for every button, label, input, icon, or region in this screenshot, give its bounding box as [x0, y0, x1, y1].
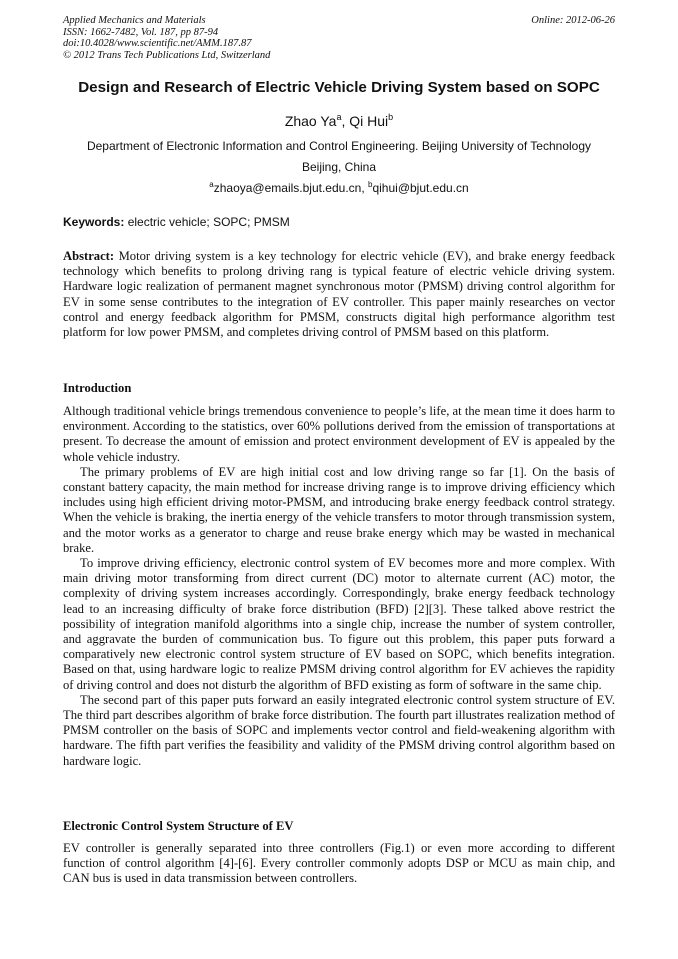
doi-line: doi:10.4028/www.scientific.net/AMM.187.87 [63, 38, 252, 50]
online-date: Online: 2012-06-26 [531, 15, 615, 26]
email-separator: , [361, 181, 369, 195]
paragraph: Although traditional vehicle brings tremendous convenience to people’s life, at the mean time it does harm to environment. According to the statistics, over 60% pollutions derived from the emission of transportations at present. To decrease the amount of emission and protect environment development of EV is appealed by the whole vehicle industry. [63, 404, 615, 464]
email-mark: a [209, 180, 214, 189]
keywords [63, 215, 615, 229]
email-line [0, 181, 678, 195]
author-name: Qi Hui [349, 113, 389, 129]
author-line [0, 113, 678, 129]
keywords-label: Keywords: [63, 215, 125, 229]
keywords-text: electric vehicle; SOPC; PMSM [127, 215, 290, 229]
paper-title: Design and Research of Electric Vehicle Driving System based on SOPC [78, 79, 600, 96]
introduction-body [63, 404, 615, 769]
abstract [63, 249, 615, 340]
paragraph: EV controller is generally separated into three controllers (Fig.1) or even more according to different function of control algorithm [4]-[6]. Every controller commonly adopts DSP or MCU as main chip, and CAN bus is used in data transmission between controllers. [63, 841, 615, 886]
email-address: qihui@bjut.edu.cn [372, 181, 469, 195]
abstract-text: Motor driving system is a key technology for electric vehicle (EV), and brake energy feedback technology which benefits to prolong driving rang is typical feature of electric vehicle driving system. Hardware logic realization of permanent magnet synchronous motor (PMSM) driving control algorithm for EV in some sense contributes to the integration of EV controller. This paper mainly researches on vector control and energy feedback algorithm for PMSM, constructs digital high performance algorithm test platform for low power PMSM, and completes driving control of PMSM based on this platform. [63, 249, 615, 340]
introduction-heading: Introduction [63, 381, 132, 395]
abstract-label: Abstract: [63, 249, 115, 263]
issn-line: ISSN: 1662-7482, Vol. 187, pp 87-94 [63, 26, 219, 38]
affiliation-line-2: Beijing, China [301, 160, 377, 174]
author-mark: a [336, 112, 342, 122]
email-address: zhaoya@emails.bjut.edu.cn [213, 181, 362, 195]
journal-header [63, 15, 615, 61]
section-body [63, 841, 615, 887]
paragraph: To improve driving efficiency, electronic control system of EV becomes more and more complex. With main driving motor transforming from direct current (DC) motor to alternate current (AC) motor, the complexity of driving system increases accordingly. Correspondingly, brake energy feedback technology lead to an increasing difficulty of brake force distribution (BFD) [2][3]. These talked above restrict the possibility of integration manifold algorithms into a single chip, increase the number of system controller, and aggravate the burden of communication bus. To figure out this problem, this paper puts forward a comparatively new electronic control system structure of EV based on SOPC, which benefits integration. Based on that, using hardware logic to realize PMSM driving control algorithm for EV achieves the rapidity of driving control and does not disturb the algorithm of BFD existing as form of software in the same chip. [63, 556, 615, 692]
author-mark: b [388, 112, 394, 122]
paragraph: The primary problems of EV are high initial cost and low driving range so far [1]. On the basis of constant battery capacity, the main method for increase driving range is to improve driving efficiency which includes using high efficient driving motor-PMSM, and introducing brake energy feedback control strategy. When the vehicle is braking, the inertia energy of the vehicle transfers to motor through transmission system, and the motor works as a generator to charge and reuse brake energy which may be wasted in mechanical brake. [63, 464, 615, 555]
author-name: Zhao Ya [284, 113, 337, 129]
copyright-line: © 2012 Trans Tech Publications Ltd, Switzerland [63, 49, 271, 61]
paragraph: The second part of this paper puts forward an easily integrated electronic control system structure of EV. The third part describes algorithm of brake force distribution. The fourth part illustrates realization method of PMSM controller on the basis of SOPC and implements vector control and field-weakening algorithm with hardware. The fifth part verifies the feasibility and validity of the PMSM driving control algorithm based on hardware logic. [63, 692, 615, 768]
section-heading: Electronic Control System Structure of EV [63, 819, 294, 833]
email-mark: b [368, 180, 373, 189]
author-separator: , [341, 113, 350, 129]
affiliation-line-1: Department of Electronic Information and Control Engineering. Beijing University of Technology [86, 139, 592, 153]
journal-name: Applied Mechanics and Materials [63, 15, 206, 26]
